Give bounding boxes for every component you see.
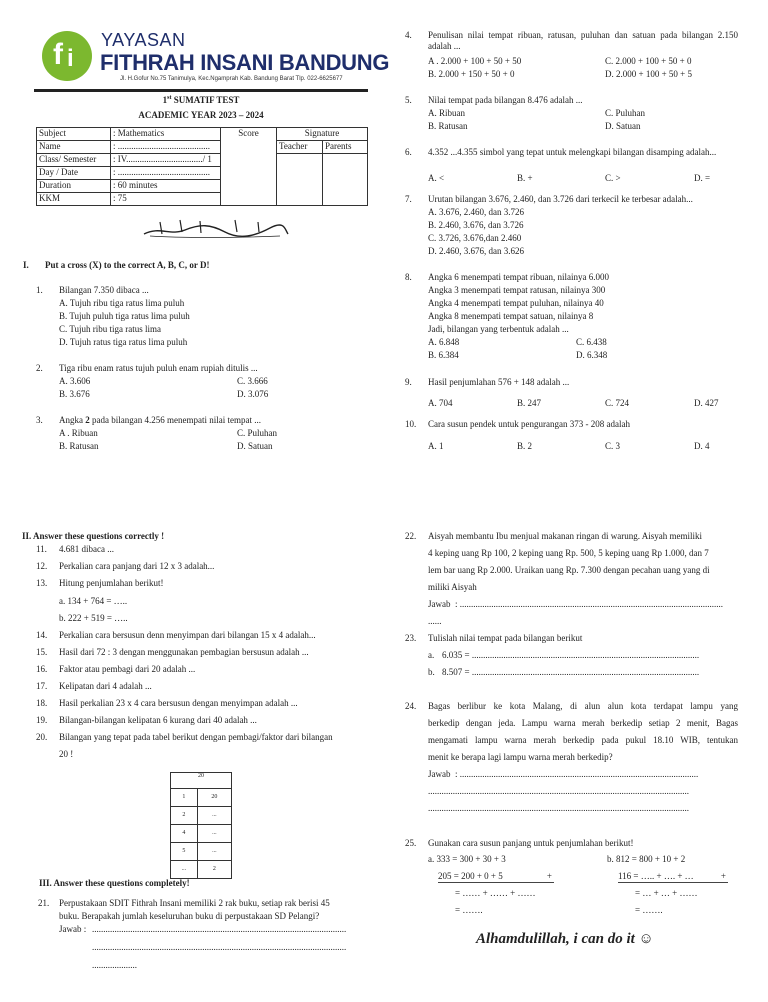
q25-b-line3[interactable]: = … + … + …… <box>635 888 698 898</box>
q25-b-line1: b. 812 = 800 + 10 + 2 <box>607 854 686 864</box>
class-field[interactable]: : IV................................../ 1 <box>111 154 221 167</box>
day-field[interactable]: : ......................................... <box>111 167 221 180</box>
q22-number: 22. <box>405 531 417 541</box>
q2-text: Tiga ribu enam ratus tujuh puluh enam rupiah ditulis ... <box>59 363 258 373</box>
q17-number: 17. <box>36 681 48 691</box>
q12-number: 12. <box>36 561 48 571</box>
q19-number: 19. <box>36 715 48 725</box>
q1-text: Bilangan 7.350 dibaca ... <box>59 285 149 295</box>
q9-option-d[interactable]: D. 427 <box>694 398 719 408</box>
kkm-label: KKM <box>37 193 111 206</box>
parents-label: Parents <box>323 141 368 154</box>
factor-cell: 1 <box>171 789 198 807</box>
q18-text: Hasil perkalian 23 x 4 cara bersusun dengan menyimpan adalah ... <box>59 698 298 708</box>
q13-number: 13. <box>36 578 48 588</box>
q5-text: Nilai tempat pada bilangan 8.476 adalah ... <box>428 95 583 105</box>
q1-number: 1. <box>36 285 43 295</box>
q8-line1: Angka 6 menempati tempat ribuan, nilainya 6.000 <box>428 272 609 282</box>
q8-option-c[interactable]: C. 6.438 <box>576 337 607 347</box>
q20-text-cont: 20 ! <box>59 749 74 759</box>
q21-line2: buku. Berapakah jumlah keseluruhan buku di perpustakaan SD Pelangi? <box>59 911 320 921</box>
q8-number: 8. <box>405 272 412 282</box>
q5-number: 5. <box>405 95 412 105</box>
q8-option-b[interactable]: B. 6.384 <box>428 350 459 360</box>
q25-number: 25. <box>405 838 417 848</box>
q24-line2: berkedip dengan jeda. Lampu warna merah berkedip setiap 2 menit, Bagas <box>428 718 738 728</box>
factor-cell: 4 <box>171 825 198 843</box>
kkm-value: : 75 <box>111 193 221 206</box>
factor-cell[interactable]: ... <box>171 861 198 879</box>
q23-number: 23. <box>405 633 417 643</box>
q5-option-c[interactable]: C. Puluhan <box>605 108 646 118</box>
factor-cell: 2 <box>171 807 198 825</box>
q22-line2: 4 keping uang Rp 100, 2 keping uang Rp. 500, 5 keping uang Rp 1.000, dan 7 <box>428 548 709 558</box>
q16-text: Faktor atau pembagi dari 20 adalah ... <box>59 664 196 674</box>
q15-text: Hasil dari 72 : 3 dengan menggunakan pembagian bersusun adalah ... <box>59 647 309 657</box>
q25-b-line2 <box>618 871 728 883</box>
teacher-signature-box[interactable] <box>277 154 323 206</box>
school-logo: f i <box>42 31 92 81</box>
q4-option-b[interactable]: B. 2.000 + 150 + 50 + 0 <box>428 69 515 79</box>
yayasan-label: YAYASAN <box>101 30 186 50</box>
subject-label: Subject <box>37 128 111 141</box>
q1-option-a[interactable]: A. Tujuh ribu tiga ratus lima puluh <box>59 298 185 308</box>
q1-option-b[interactable]: B. Tujuh puluh tiga ratus lima puluh <box>59 311 190 321</box>
q6-number: 6. <box>405 147 412 157</box>
q24-line3: mengamati lampu warna merah berkedip pada pukul 18.10 WIB, tentukan <box>428 735 738 745</box>
q25-b-result[interactable]: = ……. <box>635 905 663 915</box>
q24-answer-label: Jawab <box>428 769 451 779</box>
q4-text: Penulisan nilai tempat ribuan, ratusan, puluhan dan satuan pada bilangan 2.150 adalah ... <box>428 30 738 51</box>
q4-number: 4. <box>405 30 412 40</box>
plus-sign: + <box>546 871 552 881</box>
duration-label: Duration <box>37 180 111 193</box>
q23-a-label: a. <box>428 650 435 660</box>
q17-text: Kelipatan dari 4 adalah ... <box>59 681 152 691</box>
q6-option-c[interactable]: C. > <box>605 173 621 183</box>
q4-option-a[interactable]: A . 2.000 + 100 + 50 + 50 <box>428 56 522 66</box>
q25-a-result[interactable]: = ……. <box>455 905 483 915</box>
q21-answer-label: Jawab : <box>59 924 87 934</box>
q6-option-b[interactable]: B. + <box>517 173 533 183</box>
q22-answer-line[interactable]: ...... <box>428 616 442 626</box>
section1-roman: I. <box>23 260 29 270</box>
q25-b-addend[interactable]: 116 = ….. + …. + … <box>618 871 694 881</box>
q22-line4: miliki Aisyah <box>428 582 477 592</box>
q22-line1: Aisyah membantu Ibu menjual makanan ringan di warung. Aisyah memiliki <box>428 531 702 541</box>
q6-text: 4.352 ...4.355 simbol yang tepat untuk melengkapi bilangan disamping adalah... <box>428 147 717 157</box>
q24-line1: Bagas berlibur ke kota Malang, di alun alun kota terdapat lampu yang <box>428 701 738 711</box>
q23-a-answer[interactable]: 6.035 = ..................................................................................................... <box>442 650 700 660</box>
q2-option-c[interactable]: C. 3.666 <box>237 376 268 386</box>
teacher-label: Teacher <box>277 141 323 154</box>
q9-option-b[interactable]: B. 247 <box>517 398 542 408</box>
q13-part-a: a. 134 + 764 = ….. <box>59 596 128 606</box>
q25-a-line3[interactable]: = …… + …… + …… <box>455 888 536 898</box>
plus-sign: + <box>720 871 726 881</box>
q1-option-c[interactable]: C. Tujuh ribu tiga ratus lima <box>59 324 162 334</box>
q24-answer-line[interactable]: .................................................................................................................... <box>428 803 689 813</box>
q9-number: 9. <box>405 377 412 387</box>
q6-option-a[interactable]: A. < <box>428 173 445 183</box>
q15-number: 15. <box>36 647 48 657</box>
q20-text: Bilangan yang tepat pada tabel berikut dengan pembagi/faktor dari bilangan <box>59 732 333 742</box>
student-info-table <box>36 127 368 206</box>
section2-heading: II. Answer these questions correctly ! <box>22 531 165 541</box>
q20-number: 20. <box>36 732 48 742</box>
factor-cell: 2 <box>197 861 231 879</box>
q7-option-a[interactable]: A. 3.676, 2.460, dan 3.726 <box>428 207 524 217</box>
q25-text: Gunakan cara susun panjang untuk penjumlahan berikut! <box>428 838 634 848</box>
q2-number: 2. <box>36 363 43 373</box>
q21-line1: Perpustakaan SDIT Fithrah Insani memiliki 2 rak buku, setiap rak berisi 45 <box>59 898 330 908</box>
factor-table <box>170 772 232 879</box>
signature-label: Signature <box>277 128 368 141</box>
q25-a-line2 <box>438 871 554 883</box>
q24-number: 24. <box>405 701 417 711</box>
q24-answer-line[interactable]: .................................................................................................................... <box>428 786 689 796</box>
q8-option-a[interactable]: A. 6.848 <box>428 337 460 347</box>
q3-option-c[interactable]: C. Puluhan <box>237 428 278 438</box>
q8-line2: Angka 3 menempati tempat ratusan, nilainya 300 <box>428 285 606 295</box>
q22-answer-label: Jawab <box>428 599 451 609</box>
closing-message: Alhamdulillah, i can do it ☺ <box>476 931 654 947</box>
q4-option-c[interactable]: C. 2.000 + 100 + 50 + 0 <box>605 56 692 66</box>
q21-answer-line[interactable]: ................................................................................................................. <box>92 942 347 952</box>
q3-option-a[interactable]: A . Ribuan <box>59 428 98 438</box>
score-label: Score <box>221 128 277 141</box>
name-label: Name <box>37 141 111 154</box>
section3-heading: III. Answer these questions completely! <box>39 878 190 888</box>
q12-text: Perkalian cara panjang dari 12 x 3 adalah... <box>59 561 215 571</box>
q21-answer-line[interactable]: ................................................................................................................. <box>92 924 347 934</box>
q8-option-d[interactable]: D. 6.348 <box>576 350 608 360</box>
q10-text: Cara susun pendek untuk pengurangan 373 - 208 adalah <box>428 419 630 429</box>
school-address: Jl. H.Gofur No.75 Tanimulya, Kec.Ngamprah Kab. Bandung Barat Tlp. 022-6625677 <box>120 76 343 82</box>
q5-option-b[interactable]: B. Ratusan <box>428 121 468 131</box>
q25-a-line1: a. 333 = 300 + 30 + 3 <box>428 854 506 864</box>
q22-line3: lem bar uang Rp 2.000. Uraikan uang Rp. 7.300 dengan pecahan uang yang di <box>428 565 710 575</box>
q24-answer-line[interactable]: : .......................................................................................................... <box>455 769 699 779</box>
q21-number: 21. <box>38 898 50 908</box>
q3-option-b[interactable]: B. Ratusan <box>59 441 99 451</box>
q13-text: Hitung penjumlahan berikut! <box>59 578 164 588</box>
q10-option-a[interactable]: A. 1 <box>428 441 444 451</box>
q3-text: Angka 2 pada bilangan 4.256 menempati nilai tempat ... <box>59 415 261 425</box>
q14-number: 14. <box>36 630 48 640</box>
q4-option-d[interactable]: D. 2.000 + 100 + 50 + 5 <box>605 69 692 79</box>
q23-b-answer[interactable]: 8.507 = ..................................................................................................... <box>442 667 700 677</box>
q8-line4: Angka 8 menempati tempat satuan, nilainya 8 <box>428 311 594 321</box>
q9-option-c[interactable]: C. 724 <box>605 398 630 408</box>
factor-cell[interactable]: ... <box>197 825 231 843</box>
q9-text: Hasil penjumlahan 576 + 148 adalah ... <box>428 377 570 387</box>
class-label: Class/ Semester <box>37 154 111 167</box>
q14-text: Perkalian cara bersusun denn menyimpan dari bilangan 15 x 4 adalah... <box>59 630 316 640</box>
q21-answer-line[interactable]: .................... <box>92 960 137 970</box>
q8-line5: Jadi, bilangan yang terbentuk adalah ... <box>428 324 569 334</box>
factor-cell[interactable]: ... <box>197 807 231 825</box>
q10-option-d[interactable]: D. 4 <box>694 441 710 451</box>
factor-cell: 5 <box>171 843 198 861</box>
school-name: FITHRAH INSANI BANDUNG <box>100 50 390 75</box>
q24-line4: menit ke berapa lagi lampu warna merah berkedip? <box>428 752 613 762</box>
q16-number: 16. <box>36 664 48 674</box>
q8-line3: Angka 4 menempati tempat puluhan, nilainya 40 <box>428 298 604 308</box>
test-title: 1st SUMATIF TEST <box>162 95 240 105</box>
factor-cell[interactable]: ... <box>197 843 231 861</box>
q2-option-a[interactable]: A. 3.606 <box>59 376 91 386</box>
score-box[interactable] <box>221 141 277 206</box>
q5-option-d[interactable]: D. Satuan <box>605 121 641 131</box>
q7-option-b[interactable]: B. 2.460, 3.676, dan 3.726 <box>428 220 524 230</box>
q5-option-a[interactable]: A. Ribuan <box>428 108 465 118</box>
q25-a-addend: 205 = 200 + 0 + 5 <box>438 871 503 881</box>
q11-text: 4.681 dibaca ... <box>59 544 114 554</box>
academic-year: ACADEMIC YEAR 2023 – 2024 <box>138 110 264 120</box>
q3-number: 3. <box>36 415 43 425</box>
q18-number: 18. <box>36 698 48 708</box>
factor-cell: 20 <box>197 789 231 807</box>
q10-option-b[interactable]: B. 2 <box>517 441 533 451</box>
day-label: Day / Date <box>37 167 111 180</box>
q3-option-d[interactable]: D. Satuan <box>237 441 273 451</box>
q7-option-d[interactable]: D. 2.460, 3.676, dan 3.626 <box>428 246 524 256</box>
parents-signature-box[interactable] <box>323 154 368 206</box>
q23-text: Tulislah nilai tempat pada bilangan berikut <box>428 633 583 643</box>
q11-number: 11. <box>36 544 47 554</box>
section1-instruction: Put a cross (X) to the correct A, B, C, or D! <box>45 260 210 270</box>
q22-answer-line[interactable]: : ..................................................................................................................... <box>455 599 724 609</box>
q10-number: 10. <box>405 419 417 429</box>
name-field[interactable]: : ......................................... <box>111 141 221 154</box>
basmalah-calligraphy <box>140 216 290 240</box>
q23-b-label: b. <box>428 667 435 677</box>
q2-option-b[interactable]: B. 3.676 <box>59 389 90 399</box>
q19-text: Bilangan-bilangan kelipatan 6 kurang dari 40 adalah ... <box>59 715 257 725</box>
q7-text: Urutan bilangan 3.676, 2.460, dan 3.726 dari terkecil ke terbesar adalah... <box>428 194 693 204</box>
q7-option-c[interactable]: C. 3.726, 3.676,dan 2.460 <box>428 233 522 243</box>
q6-option-d[interactable]: D. = <box>694 173 711 183</box>
q10-option-c[interactable]: C. 3 <box>605 441 621 451</box>
subject-value: : Mathematics <box>111 128 221 141</box>
header-divider <box>34 89 368 92</box>
q13-part-b: b. 222 + 519 = ….. <box>59 613 128 623</box>
q7-number: 7. <box>405 194 412 204</box>
factor-table-header: 20 <box>171 773 232 789</box>
q1-option-d[interactable]: D. Tujuh ratus tiga ratus lima puluh <box>59 337 188 347</box>
duration-value: : 60 minutes <box>111 180 221 193</box>
q9-option-a[interactable]: A. 704 <box>428 398 453 408</box>
q2-option-d[interactable]: D. 3.076 <box>237 389 269 399</box>
